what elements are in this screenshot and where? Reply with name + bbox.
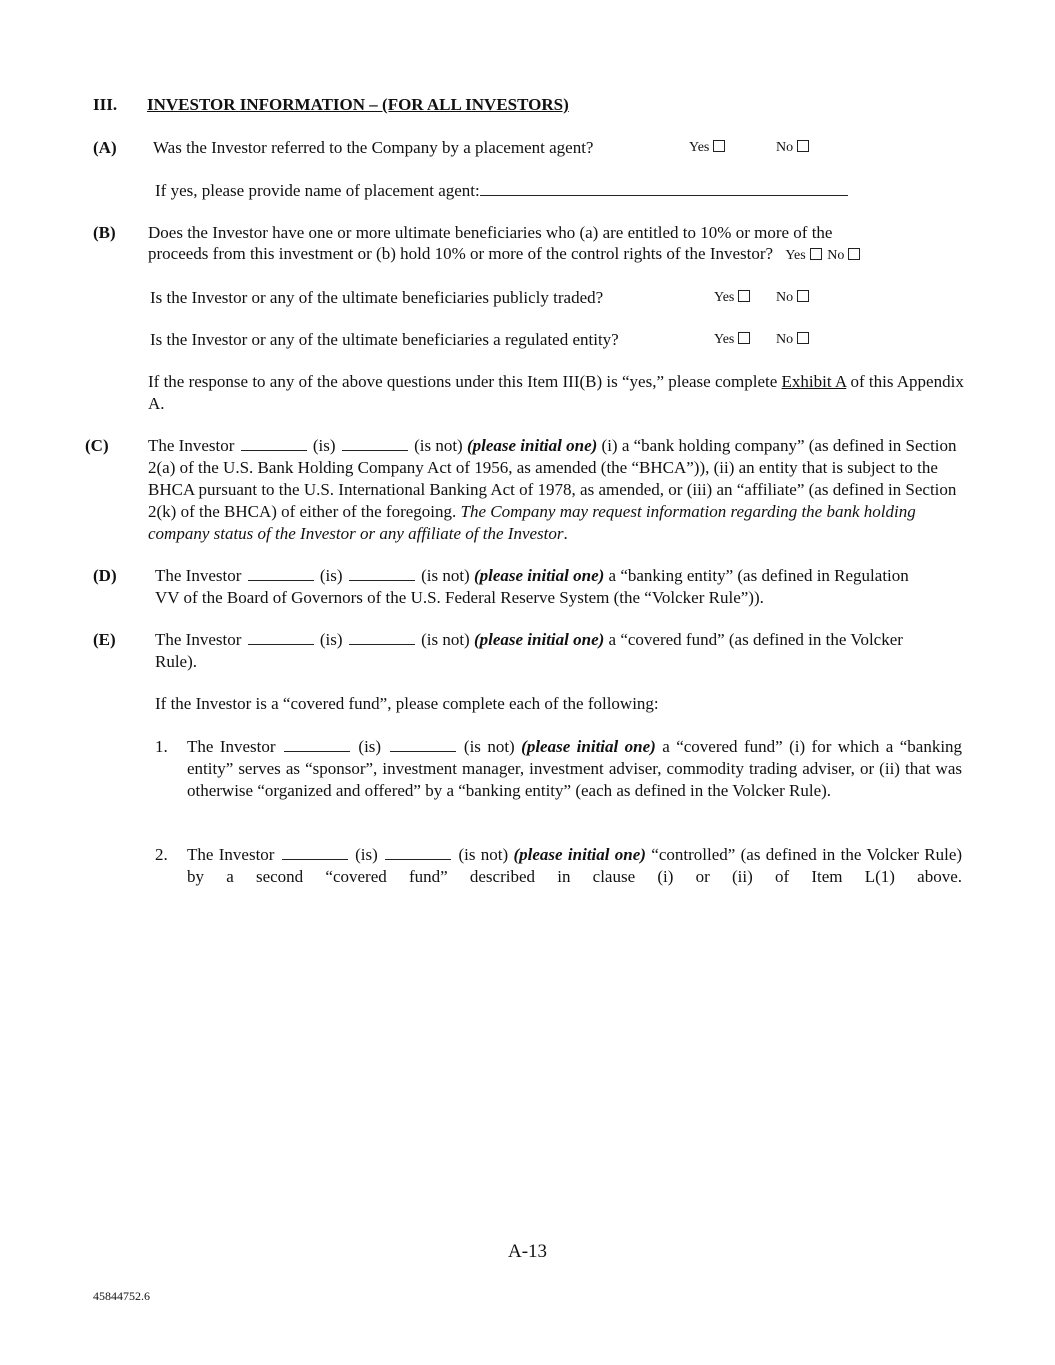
initial-is-field[interactable] [248,630,314,645]
is-label: (is) [319,630,343,649]
initial-is-not-field[interactable] [390,737,456,752]
is-not-label: (is not) [421,630,470,649]
initial-instruction: (please initial one) [521,737,656,756]
initial-is-not-field[interactable] [349,566,415,581]
initial-instruction: (please initial one) [466,436,598,455]
initial-instruction: (please initial one) [473,630,605,649]
page-number: A-13 [507,1241,548,1262]
item-e-body: a “covered fund” (as defined in the Volcker Rule). [155,630,903,671]
section-number: III. [93,95,118,114]
item-a-no [776,140,809,156]
item-b-question-text1: Does the Investor have one or more ultimate beneficiaries who (a) are entitled to 10% or more of the [148,223,833,242]
initial-instruction: (please initial one) [513,845,646,864]
is-label: (is) [358,737,382,756]
is-label: (is) [319,566,343,585]
covered-item-2-number: 2. [155,845,168,864]
item-b-label: (B) [93,223,116,242]
initial-instruction: (please initial one) [473,566,605,585]
initial-is-field[interactable] [248,566,314,581]
initial-is-not-field[interactable] [342,436,408,451]
item-e-text [155,629,915,673]
item-c-body: (i) a “bank holding company” (as defined in Section 2(a) of the U.S. Bank Holding Company Act of 1956, as amended (the “BHCA”)), (ii) an entity that is subject to the BHCA pursuant to the U.S. International Banking Act of 1978, as amended, or (iii) an “affiliate” (as defined in Section 2(k) of the BHCA) of either of the foregoing. [148,436,957,521]
placement-agent-row [155,180,848,201]
is-label: (is) [355,845,378,864]
item-c-text [148,435,960,545]
publicly-traded-no [776,290,809,306]
item-c-italic-note: The Company may request information regarding the bank holding company status of the Investor or any affiliate of the Investor [148,502,916,543]
covered-item-1-number: 1. [155,737,168,756]
placement-agent-prompt: If yes, please provide name of placement agent: [155,181,480,200]
item-a-question: Was the Investor referred to the Company by a placement agent? [153,138,594,157]
item-b-question-line1 [148,222,962,244]
regulated-question: Is the Investor or any of the ultimate beneficiaries a regulated entity? [150,330,619,349]
yes-label: Yes [714,290,735,305]
item-c-label: (C) [85,436,109,455]
item-b-question-text2: proceeds from this investment or (b) hold 10% or more of the control rights of the Investor? [148,244,774,263]
investor-text: The Investor [187,737,276,756]
is-not-label: (is not) [458,845,509,864]
item-d-body: a “banking entity” (as defined in Regulation VV of the Board of Governors of the U.S. Federal Reserve System (the “Volcker Rule”)). [155,566,909,607]
is-not-label: (is not) [463,737,515,756]
is-not-label: (is not) [414,436,463,455]
item-b-note-text: If the response to any of the above questions under this Item III(B) is “yes,” please complete [148,372,778,391]
investor-text: The Investor [187,845,275,864]
yes-checkbox[interactable] [738,332,750,344]
no-checkbox[interactable] [797,332,809,344]
no-label: No [776,332,794,347]
item-b-question-line2 [148,244,860,264]
yes-label: Yes [785,248,806,263]
publicly-traded-yes [714,290,750,306]
initial-is-field[interactable] [284,737,350,752]
publicly-traded-question: Is the Investor or any of the ultimate beneficiaries publicly traded? [150,288,604,307]
yes-label: Yes [714,332,735,347]
yes-checkbox[interactable] [713,140,725,152]
no-label: No [776,140,794,155]
covered-item-2-body: “controlled” (as defined in the Volcker Rule) by a second “covered fund” described in clause (i) or (ii) of Item L(1) above. [187,845,963,886]
yes-checkbox[interactable] [738,290,750,302]
item-a-label: (A) [93,138,117,157]
initial-is-field[interactable] [282,845,348,860]
investor-text: The Investor [155,630,242,649]
covered-item-2-text [187,844,962,888]
yes-label: Yes [689,140,710,155]
item-d-text [155,565,935,609]
covered-fund-intro: If the Investor is a “covered fund”, please complete each of the following: [155,694,659,713]
initial-is-not-field[interactable] [385,845,451,860]
item-e-label: (E) [93,630,116,649]
no-label: No [827,248,845,263]
initial-is-field[interactable] [241,436,307,451]
item-a-yes [689,140,725,156]
no-label: No [776,290,794,305]
document-id: 45844752.6 [93,1289,150,1303]
covered-item-1-text [187,736,962,802]
placement-agent-field[interactable] [480,180,848,196]
is-label: (is) [312,436,336,455]
exhibit-a-link[interactable]: Exhibit A [781,372,847,391]
no-checkbox[interactable] [848,248,860,260]
no-checkbox[interactable] [797,140,809,152]
item-d-label: (D) [93,566,117,585]
regulated-yes [714,332,750,348]
period: . [563,524,568,543]
initial-is-not-field[interactable] [349,630,415,645]
regulated-no [776,332,809,348]
no-checkbox[interactable] [797,290,809,302]
section-title: INVESTOR INFORMATION – (FOR ALL INVESTORS) [147,95,569,114]
item-b-note [148,371,964,415]
item-b-note-end: of this Appendix A. [148,372,964,413]
is-not-label: (is not) [421,566,470,585]
yes-checkbox[interactable] [810,248,822,260]
investor-text: The Investor [148,436,235,455]
investor-text: The Investor [155,566,242,585]
covered-item-1-body: a “covered fund” (i) for which a “banking entity” serves as “sponsor”, investment manager, investment adviser, commodity trading adviser, or (ii) that was otherwise “organized and offered” by a “banking entity” (each as defined in the Volcker Rule). [187,737,963,800]
